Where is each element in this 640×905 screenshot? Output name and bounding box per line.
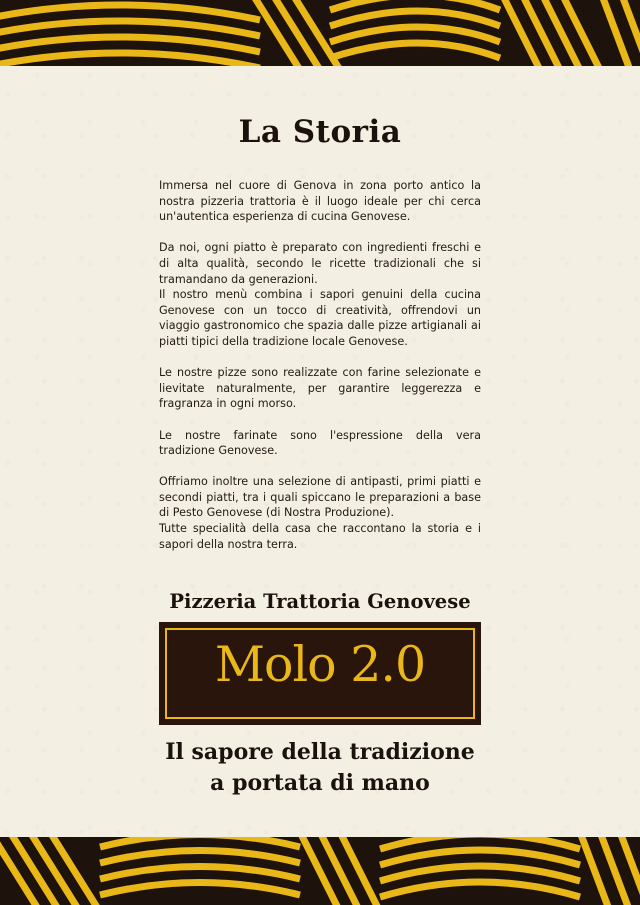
- story-paragraph: Da noi, ogni piatto è preparato con ingredienti freschi e di alta qualità, secondo le ricette tradizionali che si tramandano da generazioni.: [159, 241, 481, 286]
- tagline-line-1: Il sapore della tradizione: [165, 739, 475, 765]
- brand-logo: [159, 622, 481, 725]
- restaurant-subtitle: Pizzeria Trattoria Genovese: [169, 590, 471, 613]
- story-paragraph: Tutte specialità della casa che raccontano la storia e i sapori della nostra terra.: [159, 522, 481, 551]
- story-paragraph: Offriamo inoltre una selezione di antipasti, primi piatti e secondi piatti, tra i quali spiccano le preparazioni a base di Pesto Genovese (di Nostra Produzione).: [159, 475, 481, 520]
- story-paragraph: Le nostre pizze sono realizzate con farine selezionate e lievitate naturalmente, per garantire leggerezza e fragranza in ogni morso.: [159, 366, 481, 411]
- story-paragraph: Il nostro menù combina i sapori genuini della cucina Genovese con un tocco di creatività, offrendovi un viaggio gastronomico che spazia dalle pizze artigianali ai piatti tipici della tradizione locale Genovese.: [159, 288, 481, 348]
- page-title: La Storia: [238, 114, 402, 150]
- logo-wordmark: Molo 2.0: [214, 636, 426, 693]
- story-text: [159, 178, 481, 568]
- story-paragraph: Immersa nel cuore di Genova in zona porto antico la nostra pizzeria trattoria è il luogo ideale per chi cerca un'autentica esperienza di cucina Genovese.: [159, 179, 481, 224]
- bottom-stripe-band: [0, 837, 640, 905]
- tagline: [0, 737, 640, 799]
- story-paragraph: Le nostre farinate sono l'espressione della vera tradizione Genovese.: [159, 428, 481, 458]
- tagline-line-2: a portata di mano: [210, 770, 430, 796]
- top-stripe-band: [0, 0, 640, 66]
